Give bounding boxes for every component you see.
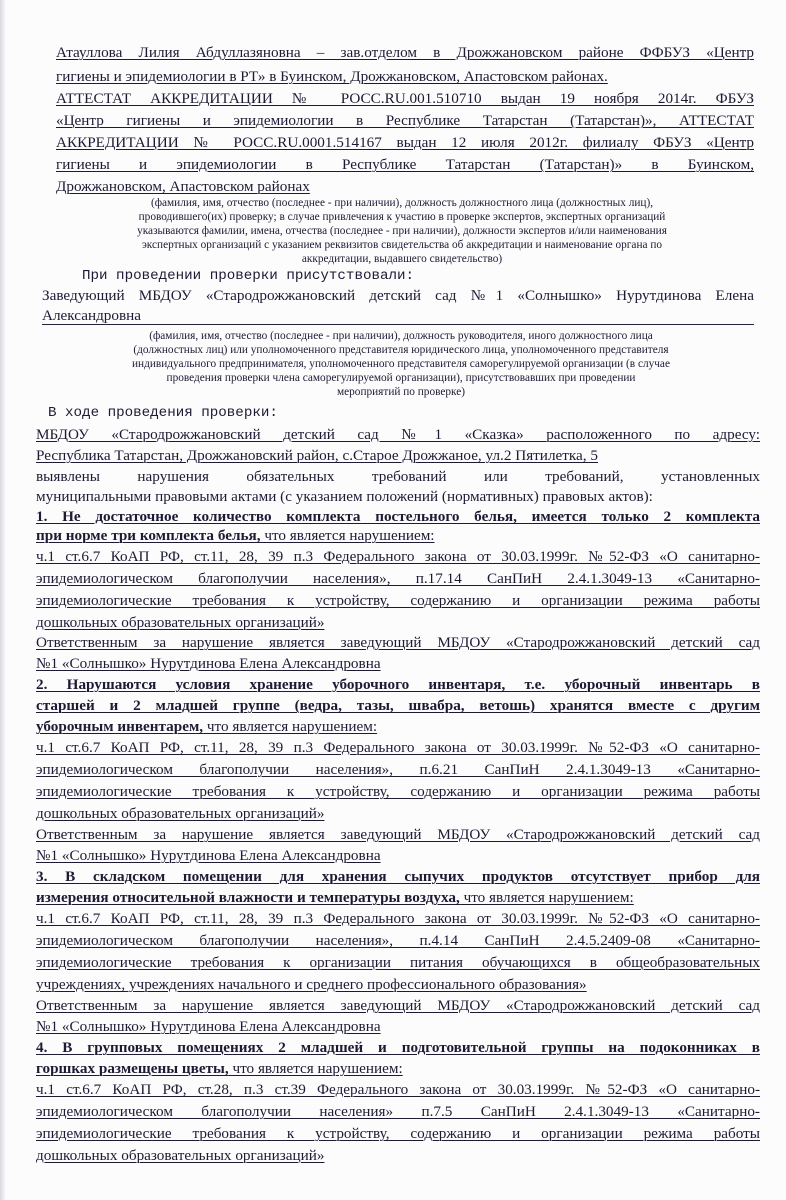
violation-4-title-2-normal: что является нарушением:	[228, 1060, 403, 1077]
violation-1-title-2-bold: при норме три комплекта белья,	[36, 527, 261, 544]
caption-1-line-1: (фамилия, имя, отчество (последнее - при наличии), должность должностного лица (должностных лиц),	[150, 197, 654, 209]
violation-1-law-1: ч.1 ст.6.7 КоАП РФ, ст.11, 28, 39 п.3 Федерального закона от 30.03.1999г. №52-ФЗ «О санитарно-	[36, 548, 760, 565]
violation-2-title-3-normal: что является нарушением:	[203, 718, 378, 735]
violation-3-title-1: 3. В складском помещении для хранения сыпучих продуктов отсутствует прибор для	[36, 868, 760, 885]
inspector-line-3: АТТЕСТАТ АККРЕДИТАЦИИ № РОСС.RU.001.510710 выдан 19 ноября 2014г. ФБУЗ	[56, 90, 754, 107]
violation-4-title-2-bold: горшках размещены цветы,	[36, 1060, 229, 1077]
violation-2-title-2: старшей и 2 младшей группе (ведра, тазы, швабра, ветошь) хранятся вместе с другим	[36, 697, 760, 714]
findings-line-4: муниципальными правовыми актами (с указанием положений (нормативных) правовых актов):	[36, 488, 653, 505]
caption-1-line-3: указываются фамилии, имена, отчества (последнее - при наличии), должности экспертов и/или наименования	[137, 225, 667, 237]
violation-3-title-2	[36, 889, 634, 907]
violation-1-title-2	[36, 527, 435, 545]
caption-1-line-4: экспертных организаций с указанием реквизитов свидетельства об аккредитации и наименование органа по	[141, 239, 663, 251]
violation-2-law-1: ч.1 ст.6.7 КоАП РФ, ст.11, 28, 39 п.3 Федерального закона от 30.03.1999г. №52-ФЗ «О санитарно-	[36, 739, 760, 756]
inspector-line-7: Дрожжановском, Апастовском районах	[56, 178, 310, 195]
violation-3-law-2: эпидемиологическом благополучии населения», п.4.14 СанПиН 2.4.5.2409-08 «Санитарно-	[36, 932, 760, 949]
violation-4-law-1: ч.1 ст.6.7 КоАП РФ, ст.28, п.3 ст.39 Федерального закона от 30.03.1999г. №52-ФЗ «О санитарно-	[36, 1081, 760, 1098]
findings-line-2: Республика Татарстан, Дрожжановский район, с.Старое Дрожжаное, ул.2 Пятилетка, 5	[36, 447, 598, 464]
present-line-2: Александровна	[42, 307, 142, 324]
violation-3-responsible-2: №1 «Солнышко» Нурутдинова Елена Александровна	[36, 1018, 381, 1035]
violation-2-responsible-1: Ответственным за нарушение является заведующий МБДОУ «Стародрожжановский детский сад	[36, 826, 760, 843]
inspector-line-6: гигиены и эпидемиологии в Республике Татарстан (Татарстан)» в Буинском,	[56, 156, 754, 173]
inspector-line-5: АККРЕДИТАЦИИ № РОСС.RU.0001.514167 выдан 12 июля 2012г. филиалу ФБУЗ «Центр	[56, 134, 754, 151]
violation-1-title-2-normal: что является нарушением:	[260, 527, 435, 544]
present-line-1: Заведующий МБДОУ «Стародрожжановский детский сад №1 «Солнышко» Нурутдинова Елена	[42, 287, 754, 304]
present-underline	[42, 324, 754, 325]
violation-2-law-2: эпидемиологическом благополучии населения», п.6.21 СанПиН 2.4.1.3049-13 «Санитарно-	[36, 761, 760, 778]
violation-4-law-2: эпидемиологическом благополучии населения» п.7.5 СанПиН 2.4.1.3049-13 «Санитарно-	[36, 1103, 760, 1120]
caption-1-line-5: аккредитации, выдавшего свидетельство)	[301, 253, 503, 265]
caption-2-line-4: проведения проверки члена саморегулируемой организации), присутствовавших при проведении	[166, 372, 636, 384]
violation-2-law-4: дошкольных образовательных организаций»	[36, 805, 325, 822]
caption-2-line-1: (фамилия, имя, отчество (последнее - при наличии), должность руководителя, иного должностного лица	[149, 330, 653, 342]
violation-2-title-3-bold: уборочным инвентарем,	[36, 718, 204, 735]
violation-4-title-2	[36, 1060, 403, 1078]
violation-1-title-1: 1. Не достаточное количество комплекта постельного белья, имеется только 2 комплекта	[36, 508, 760, 525]
violation-3-law-3: эпидемиологические требования к организации питания обучающихся в общеобразовательных	[36, 954, 760, 971]
violation-2-law-3: эпидемиологические требования к устройству, содержанию и организации режима работы	[36, 783, 760, 800]
caption-2-line-2: (должностных лиц) или уполномоченного представителя юридического лица, уполномоченного представителя	[133, 344, 669, 356]
violation-3-law-1: ч.1 ст.6.7 КоАП РФ, ст.11, 28, 39 п.3 Федерального закона от 30.03.1999г. №52-ФЗ «О санитарно-	[36, 910, 760, 927]
inspector-line-2: гигиены и эпидемиологии в РТ» в Буинском, Дрожжановском, Апастовском районах.	[56, 68, 608, 85]
violation-2-title-1: 2. Нарушаются условия хранение уборочного инвентаря, т.е. уборочный инвентарь в	[36, 676, 760, 693]
violation-4-title-1: 4. В групповых помещениях 2 младшей и подготовительной группы на подоконниках в	[36, 1039, 760, 1056]
violation-3-law-4: учреждениях, учреждениях начального и среднего профессионального образования»	[36, 976, 587, 993]
violation-1-law-4: дошкольных образовательных организаций»	[36, 614, 325, 631]
violation-2-responsible-2: №1 «Солнышко» Нурутдинова Елена Александровна	[36, 847, 381, 864]
violation-1-law-2: эпидемиологическом благополучии населения», п.17.14 СанПиН 2.4.1.3049-13 «Санитарно-	[36, 570, 760, 587]
caption-2-line-5: мероприятий по проверке)	[336, 386, 466, 398]
caption-1-line-2: проводившего(их) проверку; в случае привлечения к участию в проверке экспертов, экспертных организаций	[138, 211, 666, 223]
caption-2-line-3: индивидуального предпринимателя, уполномоченного представителя саморегулируемой организации (в случае	[132, 358, 670, 370]
findings-heading: В ходе проведения проверки:	[48, 405, 278, 421]
violation-4-law-4: дошкольных образовательных организаций»	[36, 1147, 325, 1164]
findings-line-1: МБДОУ «Стародрожжановский детский сад №1 «Сказка» расположенного по адресу:	[36, 426, 760, 443]
violation-2-title-3	[36, 718, 377, 736]
violation-1-responsible-1: Ответственным за нарушение является заведующий МБДОУ «Стародрожжановский детский сад	[36, 634, 760, 651]
violation-4-law-3: эпидемиологические требования к устройству, содержанию и организации режима работы	[36, 1125, 760, 1142]
violation-3-title-2-normal: что является нарушением:	[459, 889, 634, 906]
violation-1-law-3: эпидемиологические требования к устройству, содержанию и организации режима работы	[36, 592, 760, 609]
violation-1-responsible-2: №1 «Солнышко» Нурутдинова Елена Александровна	[36, 655, 381, 672]
violation-3-title-2-bold: измерения относительной влажности и температуры воздуха,	[36, 889, 460, 906]
inspector-line-4: «Центр гигиены и эпидемиологии в Республике Татарстан (Татарстан)», АТТЕСТАТ	[56, 112, 754, 129]
violation-3-responsible-1: Ответственным за нарушение является заведующий МБДОУ «Стародрожжановский детский сад	[36, 997, 760, 1014]
findings-line-3: выявлены нарушения обязательных требований или требований, установленных	[36, 468, 760, 485]
inspector-line-1: Атауллова Лилия Абдуллазяновна – зав.отделом в Дрожжановском районе ФФБУЗ «Центр	[56, 44, 754, 61]
present-heading: При проведении проверки присутствовали:	[82, 268, 415, 284]
scan-edge-shadow	[0, 0, 6, 1200]
